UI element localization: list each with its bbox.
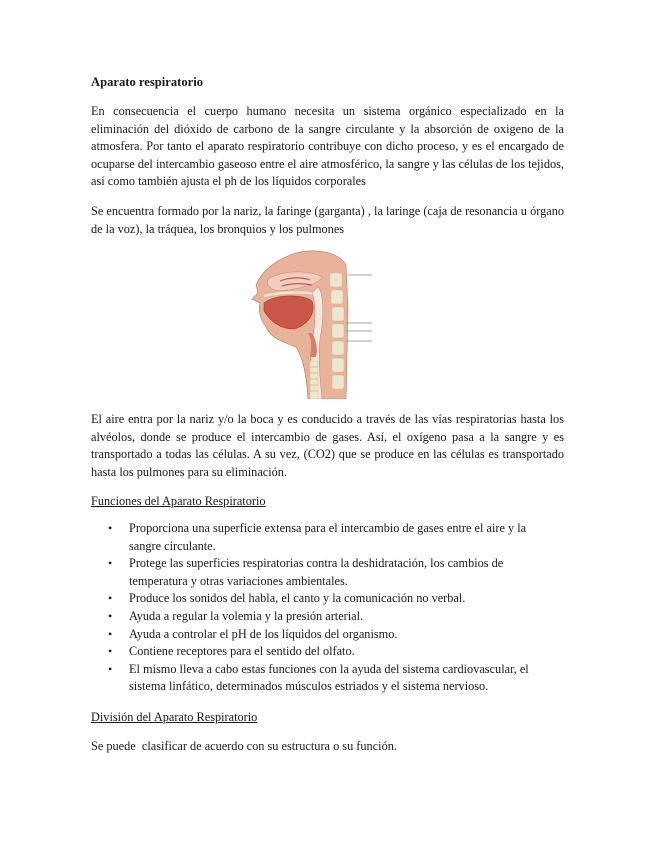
list-item bbox=[91, 590, 561, 608]
bullet-icon: • bbox=[108, 626, 113, 641]
classification-paragraph-block bbox=[91, 738, 564, 756]
list-item bbox=[91, 626, 561, 644]
list-item-text: Proporciona una superficie extensa para el intercambio de gases entre el aire y la sangre circulante. bbox=[129, 521, 527, 553]
list-item bbox=[91, 608, 561, 626]
list-item-text: Produce los sonidos del habla, el canto y la comunicación no verbal. bbox=[129, 591, 466, 606]
bullet-icon: • bbox=[108, 556, 113, 571]
bullet-icon: • bbox=[108, 591, 113, 606]
functions-heading-block bbox=[91, 493, 564, 511]
airflow-paragraph-block bbox=[91, 411, 564, 481]
composition-paragraph: Se encuentra formado por la nariz, la faringe (garganta) , la laringe (caja de resonancia u órgano de la voz), la tráquea, los bronquios y los pulmones bbox=[91, 204, 564, 236]
anatomy-illustration bbox=[250, 249, 374, 399]
page-title: Aparato respiratorio bbox=[91, 75, 204, 89]
label-leader-lines bbox=[346, 275, 372, 341]
list-item-text: Contiene receptores para el sentido del olfato. bbox=[129, 644, 355, 659]
bullet-icon: • bbox=[108, 608, 113, 623]
list-item-text: El mismo lleva a cabo estas funciones con la ayuda del sistema cardiovascular, el sistema linfático, determinados músculos estriados y el sistema nervioso. bbox=[129, 661, 529, 694]
division-heading-block bbox=[91, 709, 564, 727]
list-item-text: Ayuda a controlar el pH de los líquidos del organismo. bbox=[129, 626, 398, 641]
bullet-icon: • bbox=[108, 644, 113, 659]
list-item-text: Ayuda a regular la volemia y la presión arterial. bbox=[129, 608, 364, 623]
classification-paragraph: Se puede clasificar de acuerdo con su estructura o su función. bbox=[91, 739, 397, 753]
functions-list bbox=[91, 520, 561, 696]
functions-heading: Funciones del Aparato Respiratorio bbox=[91, 494, 266, 508]
airflow-paragraph: El aire entra por la nariz y/o la boca y es conducido a través de las vías respiratorias hasta los alvéolos, donde se produce el intercambio de gases. Así, el oxígeno pasa a la sangre y es transportado a todas las células. A su vez, (CO2) que se produce en las células es transportado hasta los pulmones para su eliminación. bbox=[91, 412, 564, 479]
title-block bbox=[91, 74, 564, 91]
bullet-icon: • bbox=[108, 661, 113, 676]
trachea bbox=[310, 361, 318, 399]
list-item bbox=[91, 555, 561, 590]
bullet-icon: • bbox=[108, 521, 113, 535]
list-item bbox=[91, 520, 561, 555]
list-item-text: Protege las superficies respiratorias contra la deshidratación, los cambios de temperatura y otras variaciones ambientales. bbox=[129, 556, 504, 588]
list-item bbox=[91, 661, 561, 696]
list-item bbox=[91, 643, 561, 661]
intro-paragraph-block bbox=[91, 103, 564, 191]
intro-paragraph: En consecuencia el cuerpo humano necesita un sistema orgánico especializado en la eliminación del dióxido de carbono de la sangre circulante y la absorción de oxigeno de la atmosfera. Por tanto el aparato respiratorio contribuye con dicho proceso, y es el encargado de ocuparse del intercambio gaseoso entre el aire atmosférico, la sangre y las células de los tejidos, así como también ajusta el ph de los líquidos corporales bbox=[91, 104, 564, 189]
composition-paragraph-block bbox=[91, 203, 564, 238]
respiratory-anatomy-figure bbox=[250, 249, 374, 399]
division-heading: División del Aparato Respiratorio bbox=[91, 710, 258, 724]
functions-list-block bbox=[91, 520, 561, 696]
